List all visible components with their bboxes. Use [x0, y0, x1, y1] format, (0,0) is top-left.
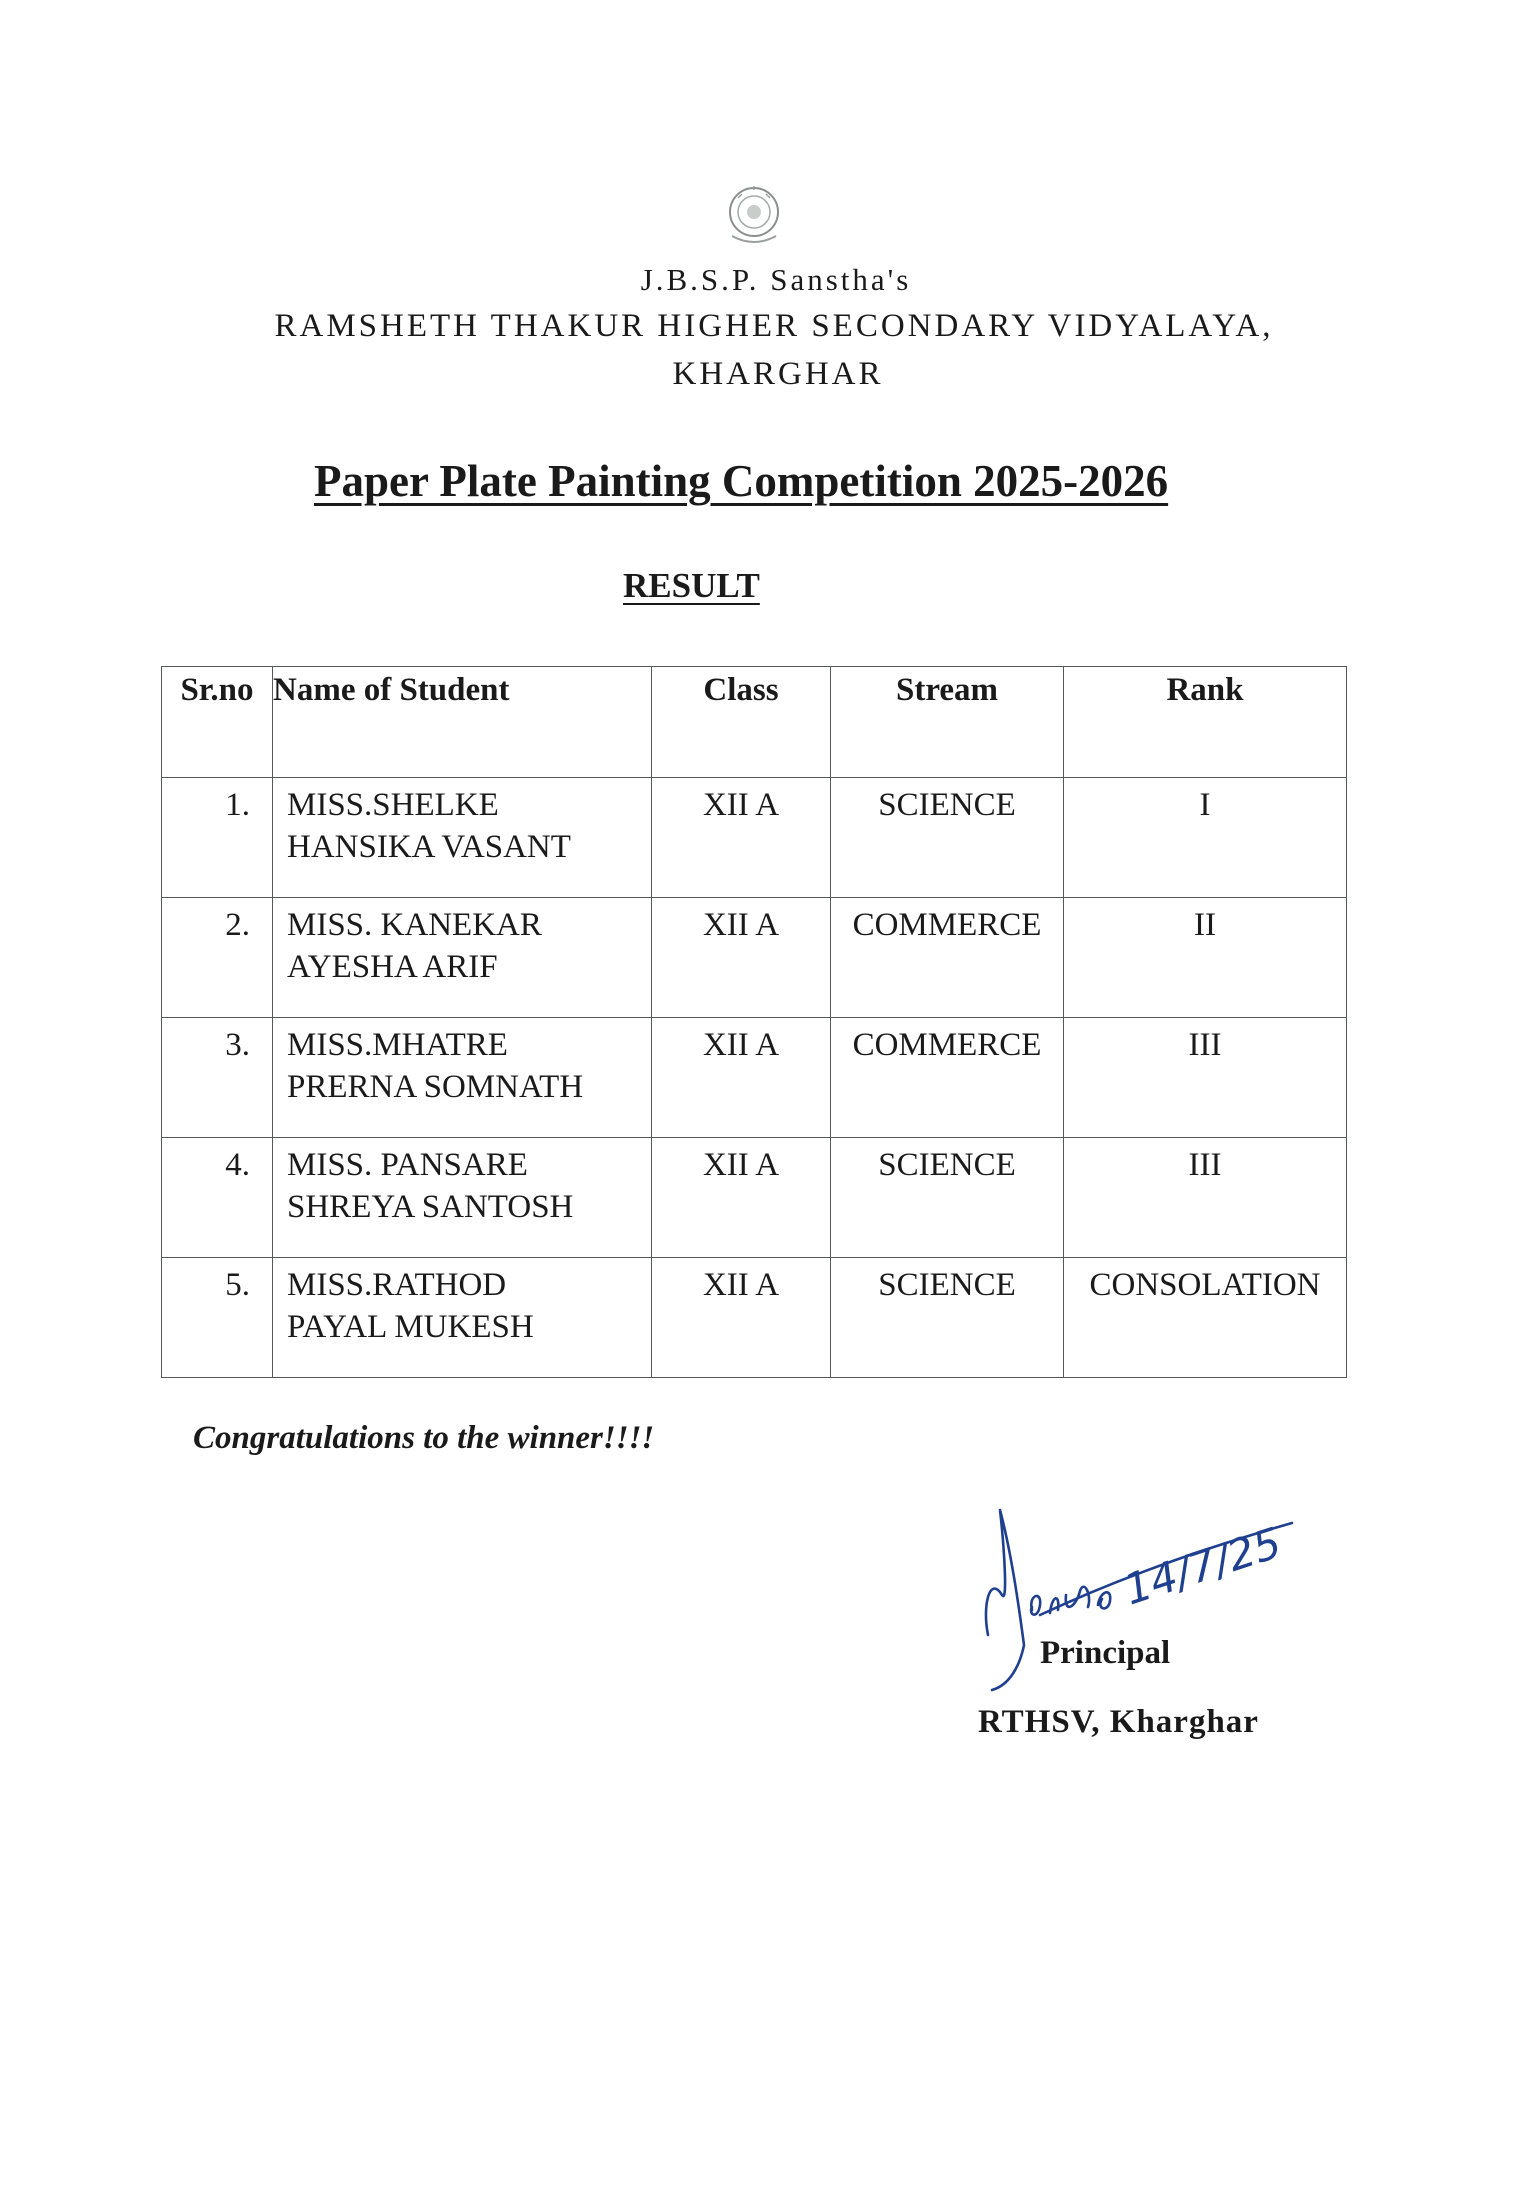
student-name-line1: MISS. KANEKAR	[287, 907, 542, 943]
header-student-name: Name of Student	[273, 667, 652, 778]
header-rank: Rank	[1064, 667, 1347, 778]
school-place: KHARGHAR	[672, 356, 884, 392]
row-sr-no: 5.	[225, 1267, 250, 1303]
row-sr-no: 2.	[225, 907, 250, 943]
signature-date: 14/7/25	[1117, 1517, 1288, 1615]
student-name-line1: MISS.MHATRE	[287, 1027, 508, 1063]
principal-designation: Principal	[1040, 1635, 1171, 1671]
table-row	[162, 898, 1347, 1018]
sanstha-name: J.B.S.P. Sanstha's	[640, 262, 912, 297]
student-name-line1: MISS.SHELKE	[287, 787, 499, 823]
student-name-line2: AYESHA ARIF	[287, 949, 498, 985]
table-row	[162, 1258, 1347, 1378]
table-header-row	[162, 667, 1347, 778]
row-rank: III	[1064, 1018, 1347, 1138]
row-stream: SCIENCE	[831, 1258, 1064, 1378]
document-title: Paper Plate Painting Competition 2025-2026	[314, 456, 1169, 506]
row-rank: II	[1064, 898, 1347, 1018]
row-sr-no: 4.	[225, 1147, 250, 1183]
student-name-line1: MISS. PANSARE	[287, 1147, 528, 1183]
row-stream: COMMERCE	[831, 1018, 1064, 1138]
row-sr-no: 3.	[225, 1027, 250, 1063]
row-class: XII A	[652, 898, 831, 1018]
school-name: RAMSHETH THAKUR HIGHER SECONDARY VIDYALAYA,	[274, 308, 1274, 344]
table-row	[162, 778, 1347, 898]
student-name-line2: PRERNA SOMNATH	[287, 1069, 584, 1105]
row-stream: SCIENCE	[831, 778, 1064, 898]
row-rank: I	[1064, 778, 1347, 898]
row-sr-no: 1.	[225, 787, 250, 823]
row-stream: SCIENCE	[831, 1138, 1064, 1258]
row-class: XII A	[652, 778, 831, 898]
header-stream: Stream	[831, 667, 1064, 778]
results-table	[161, 666, 1347, 1378]
header-class: Class	[652, 667, 831, 778]
student-name-line2: HANSIKA VASANT	[287, 829, 571, 865]
school-emblem-icon	[718, 178, 790, 250]
row-rank: III	[1064, 1138, 1347, 1258]
row-class: XII A	[652, 1018, 831, 1138]
row-class: XII A	[652, 1258, 831, 1378]
row-stream: COMMERCE	[831, 898, 1064, 1018]
table-row	[162, 1018, 1347, 1138]
student-name-line2: SHREYA SANTOSH	[287, 1189, 574, 1225]
school-short-name: RTHSV, Kharghar	[978, 1704, 1259, 1740]
table-row	[162, 1138, 1347, 1258]
header-sr-no: Sr.no	[162, 667, 273, 778]
result-heading: RESULT	[623, 566, 760, 605]
row-rank: CONSOLATION	[1064, 1258, 1347, 1378]
student-name-line2: PAYAL MUKESH	[287, 1309, 534, 1345]
row-class: XII A	[652, 1138, 831, 1258]
congratulations-message: Congratulations to the winner!!!!	[193, 1420, 655, 1456]
student-name-line1: MISS.RATHOD	[287, 1267, 507, 1303]
